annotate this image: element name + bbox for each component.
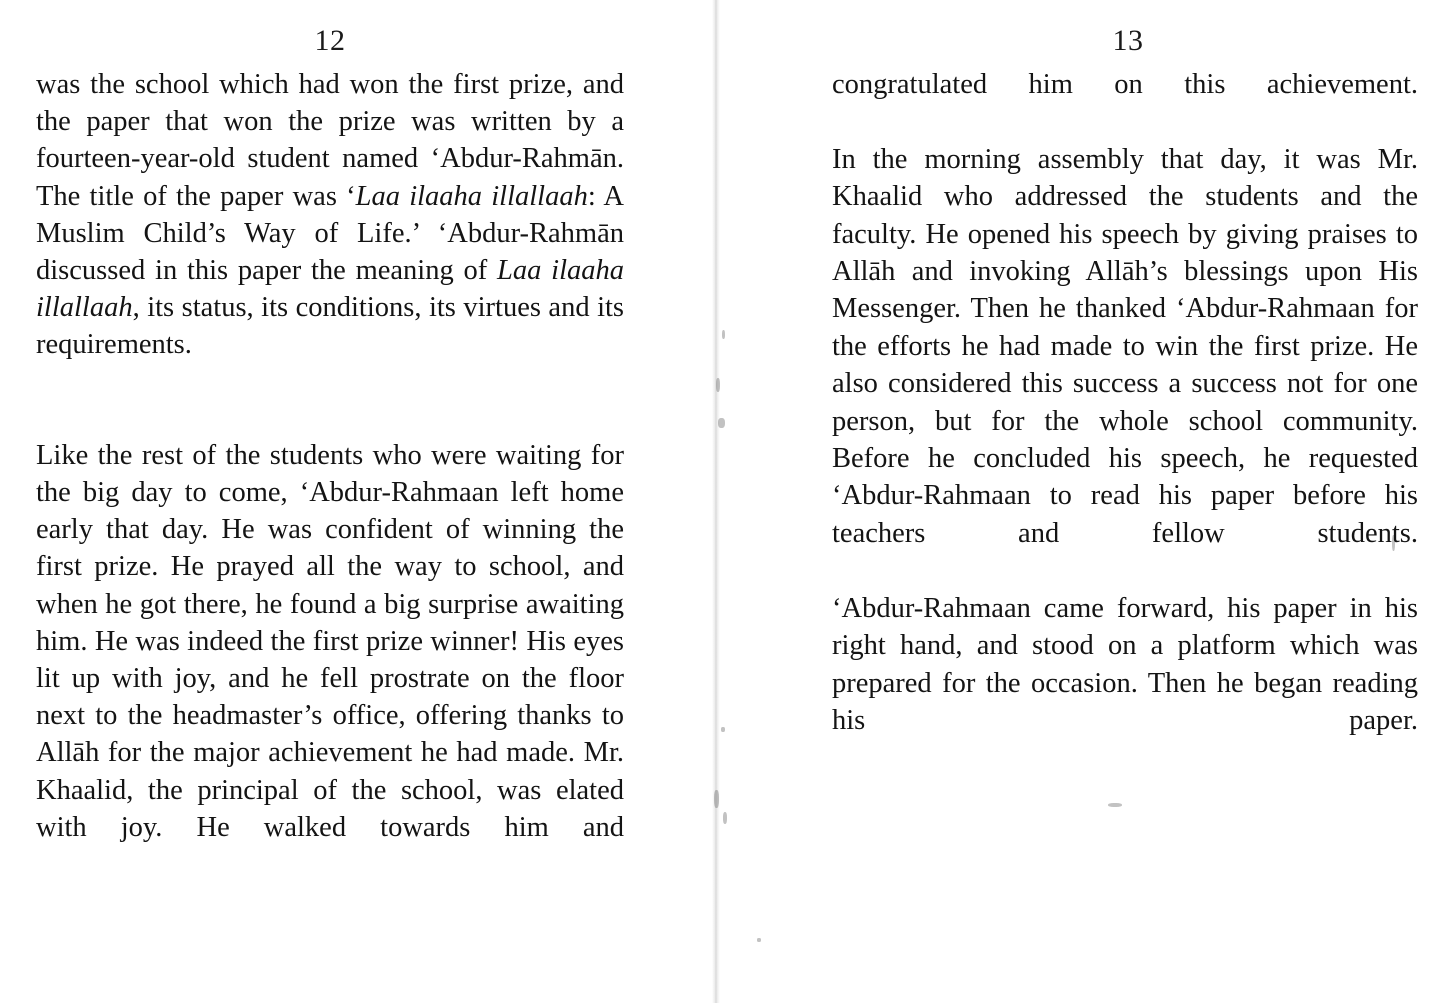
scan-speck xyxy=(757,938,761,942)
scan-speck xyxy=(718,418,725,428)
book-gutter-shadow xyxy=(712,0,720,1003)
transliteration-italic: Laa ilaaha illallaah xyxy=(36,255,624,324)
text-run: congratulated him on this achievement. xyxy=(832,69,1418,100)
text-run: was the school which had won the first prize, and the paper that won the prize was written by a fourteen-year-old student named ‘Abdur-Rahmān. The title of the paper was ‘ xyxy=(36,69,624,212)
left-page-body xyxy=(36,66,624,883)
scan-speck xyxy=(723,812,727,824)
text-run: , its status, its conditions, its virtues and its requirements. xyxy=(36,292,624,361)
paragraph xyxy=(832,66,1418,141)
scan-speck xyxy=(714,790,719,808)
text-run: : A Muslim Child’s Way of Life.’ ‘Abdur-Rahmān discussed in this paper the meaning of xyxy=(36,180,625,287)
left-page xyxy=(36,0,624,883)
text-run: ‘Abdur-Rahmaan came forward, his paper in his right hand, and stood on a platform which was prepared for the occasion. Then he began reading his paper. xyxy=(832,592,1418,736)
scan-speck xyxy=(721,727,725,732)
scan-speck xyxy=(716,378,720,392)
transliteration-italic: Laa ilaaha illallaah xyxy=(355,180,588,212)
paragraph xyxy=(36,437,624,883)
scan-speck xyxy=(722,330,725,339)
scan-speck xyxy=(1108,803,1122,807)
text-run: Like the rest of the students who were waiting for the big day to come, ‘Abdur-Rahmaan left home early that day. He was confident of winning the first prize. He prayed all the way to school, and when he got there, he found a big surprise awaiting him. He was indeed the first prize winner! His eyes lit up with joy, and he fell prostrate on the floor next to the headmaster’s office, offering thanks to Allāh for the major achievement he had made. Mr. Khaalid, the principal of the school, was elated with joy. He walked towards him and xyxy=(36,439,624,843)
paragraph xyxy=(832,590,1418,777)
right-page-body xyxy=(832,66,1418,777)
paragraph xyxy=(832,141,1418,590)
text-run: In the morning assembly that day, it was Mr. Khaalid who addressed the students and the faculty. He opened his speech by giving praises to Allāh and invoking Allāh’s blessings upon His Messenger. Then he thanked ‘Abdur-Rahmaan for the efforts he had made to win the first prize. He also considered this success a success not for one person, but for the whole school community. Before he concluded his speech, he requested ‘Abdur-Rahmaan to read his paper before his teachers and fellow students. xyxy=(832,143,1418,549)
paragraph xyxy=(36,66,624,401)
page-number-right: 13 xyxy=(1112,24,1144,57)
right-page xyxy=(832,0,1418,777)
page-number-left: 12 xyxy=(314,24,346,57)
